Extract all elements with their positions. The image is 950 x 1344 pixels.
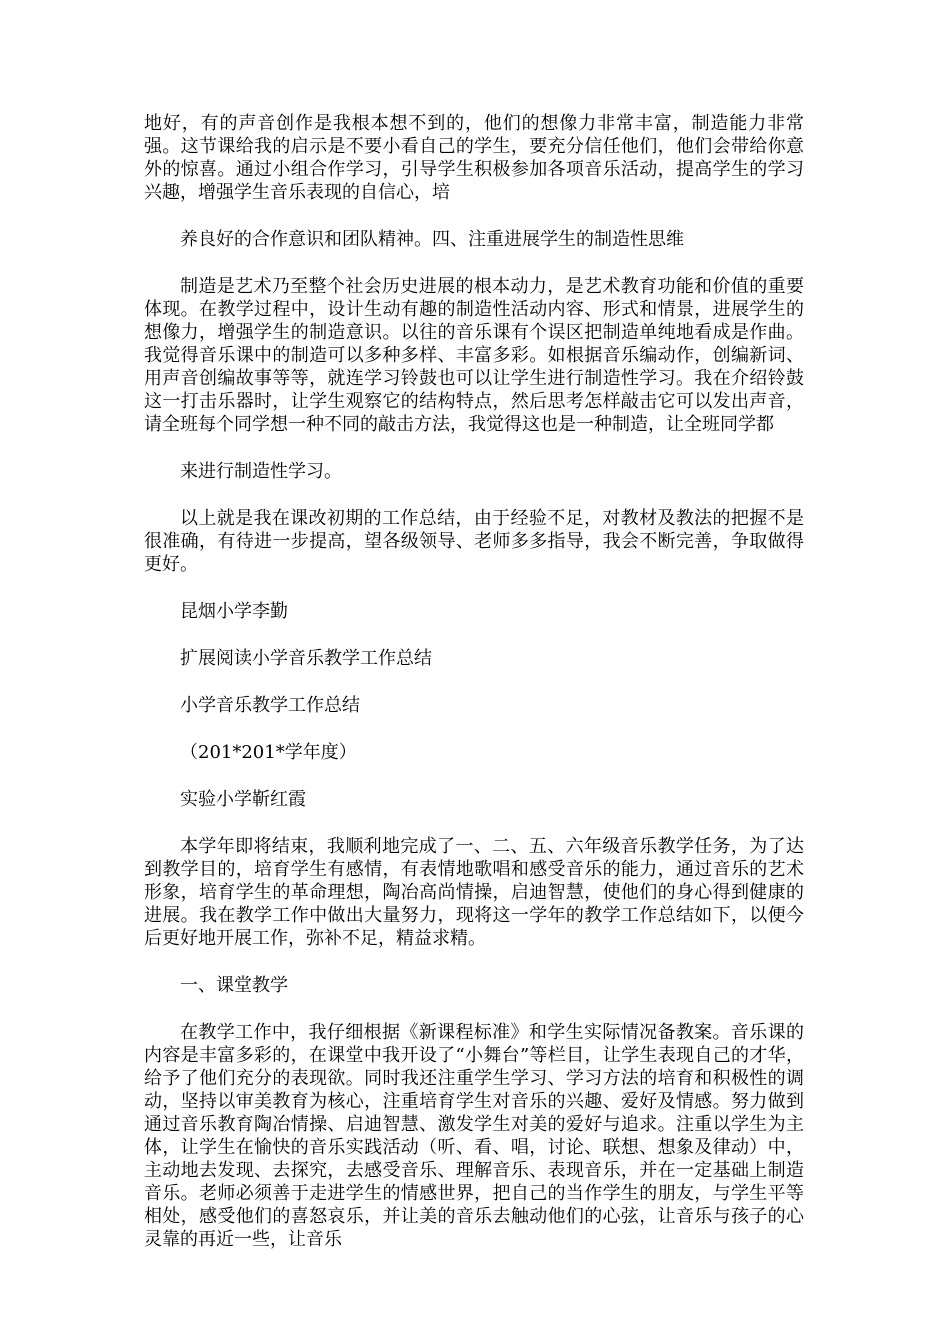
author-line: 实验小学靳红霞 bbox=[180, 789, 306, 810]
paragraph-creativity-end: 来进行制造性学习。 bbox=[180, 461, 342, 482]
paragraph-creativity: 制造是艺术乃至整个社会历史进展的根本动力，是艺术教育功能和价值的重要体现。在教学过程中，设计生动有趣的制造性活动内容、形式和情景，进展学生的想像力，增强学生的制造意识。以往的音乐课有个误区把制造单纯地看成是作曲。我觉得音乐课中的制造可以多种多样、丰富多彩。如根据音乐编动作，创编新词、用声音创编故事等等，就连学习铃鼓也可以让学生进行制造性学习。我在介绍铃鼓这一打击乐器时，让学生观察它的结构特点，然后思考怎样敲击它可以发出声音，请全班每个同学想一种不同的敲击方法，我觉得这也是一种制造，让全班同学都 bbox=[144, 276, 804, 435]
paragraph-section-four: 养良好的合作意识和团队精神。四、注重进展学生的制造性思维 bbox=[180, 229, 684, 250]
document-body bbox=[144, 112, 804, 1275]
paragraph-classroom-teaching: 在教学工作中，我仔细根据《新课程标准》和学生实际情况备教案。音乐课的内容是丰富多彩的，在课堂中我开设了“小舞台”等栏目，让学生表现自己的才华，给予了他们充分的表现欲。同时我还注重学生学习、学习方法的培育和积极性的调动，坚持以审美教育为核心，注重培育学生对音乐的兴趣、爱好及情感。努力做到通过音乐教育陶冶情操、启迪智慧、激发学生对美的爱好与追求。注重以学生为主体，让学生在愉快的音乐实践活动（听、看、唱，讨论、联想、想象及律动）中，主动地去发现、去探究，去感受音乐、理解音乐、表现音乐，并在一定基础上制造音乐。老师必须善于走进学生的情感世界，把自己的当作学生的朋友，与学生平等相处，感受他们的喜怒哀乐，并让美的音乐去触动他们的心弦，让音乐与孩子的心灵靠的再近一些，让音乐 bbox=[144, 1022, 804, 1250]
extended-reading-heading: 扩展阅读小学音乐教学工作总结 bbox=[180, 648, 432, 669]
document-title: 小学音乐教学工作总结 bbox=[180, 695, 360, 716]
paragraph-summary-closing: 以上就是我在课改初期的工作总结，由于经验不足，对教材及教法的把握不是很准确，有待进一步提高，望各级领导、老师多多指导，我会不断完善，争取做得更好。 bbox=[144, 508, 804, 575]
section-heading-classroom: 一、课堂教学 bbox=[180, 975, 288, 996]
paragraph-continuation: 地好，有的声音创作是我根本想不到的，他们的想像力非常丰富，制造能力非常强。这节课给我的启示是不要小看自己的学生，要充分信任他们，他们会带给你意外的惊喜。通过小组合作学习，引导学生积极参加各项音乐活动，提高学生的学习兴趣，增强学生音乐表现的自信心，培 bbox=[144, 113, 804, 203]
paragraph-intro: 本学年即将结束，我顺利地完成了一、二、五、六年级音乐教学任务，为了达到教学目的，培育学生有感情，有表情地歌唱和感受音乐的能力，通过音乐的艺术形象，培育学生的革命理想，陶冶高尚情操，启迪智慧，使他们的身心得到健康的进展。我在教学工作中做出大量努力，现将这一学年的教学工作总结如下，以便今后更好地开展工作，弥补不足，精益求精。 bbox=[144, 836, 804, 949]
author-signature: 昆烟小学李勤 bbox=[180, 601, 288, 622]
academic-year: （201*201*学年度） bbox=[180, 742, 357, 763]
